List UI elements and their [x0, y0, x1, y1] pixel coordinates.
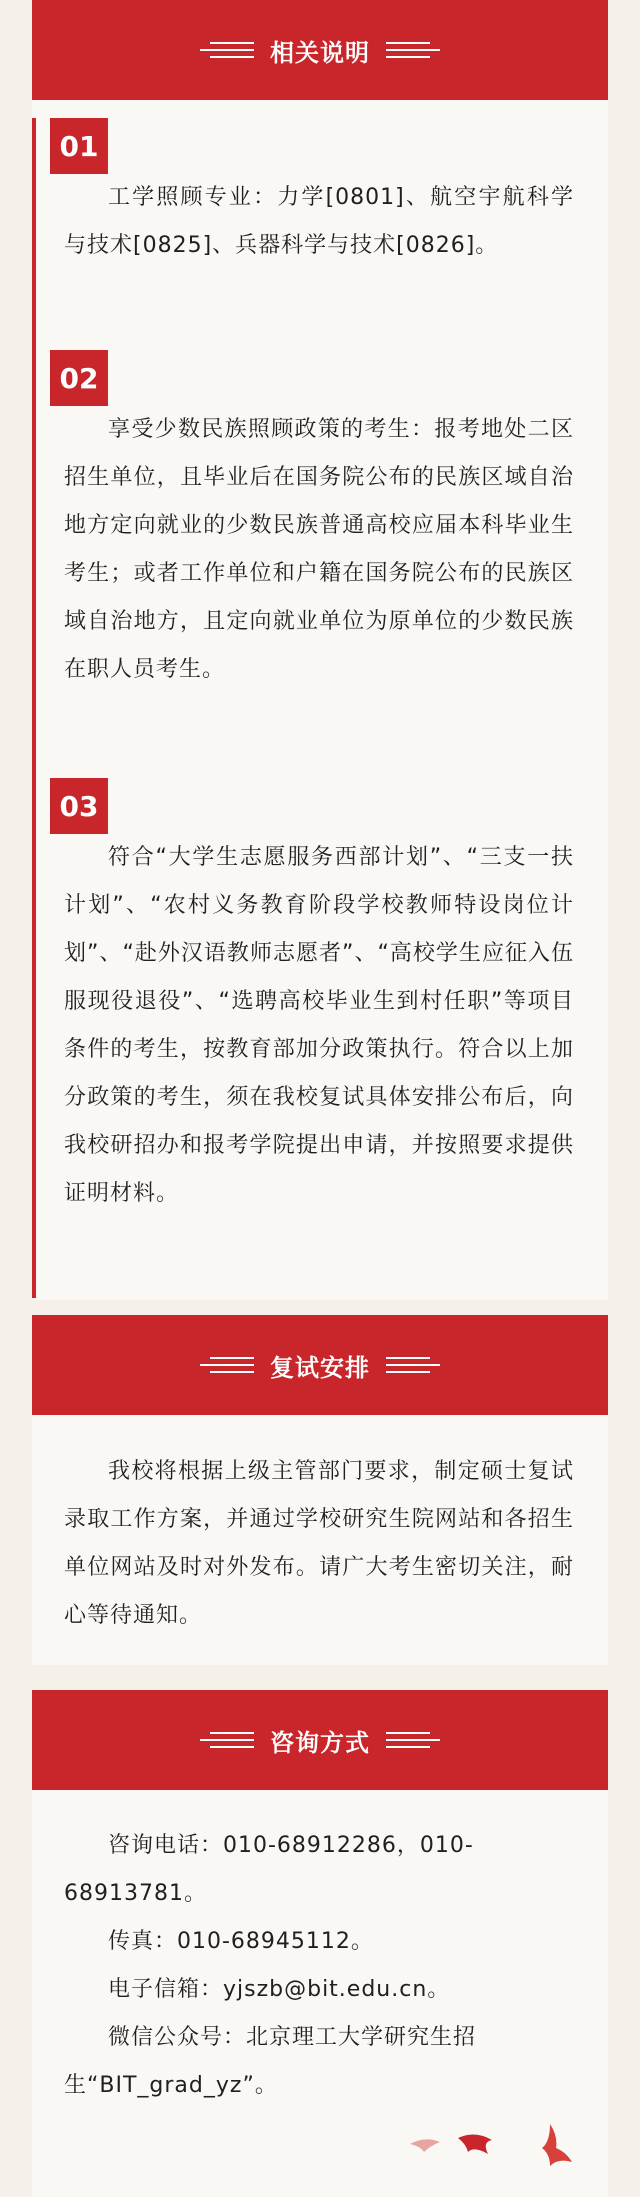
notes-accent-line	[32, 118, 36, 1298]
flying-birds-icon	[400, 2118, 590, 2174]
note-text: 享受少数民族照顾政策的考生：报考地处二区招生单位，且毕业后在国务院公布的民族区域自治地方定向就业的少数民族普通高校应届本科毕业生考生；或者工作单位和户籍在国务院公布的民族区域自治地方，且定向就业单位为原单位的少数民族在职人员考生。	[64, 417, 574, 682]
note-number-badge: 02	[50, 350, 108, 406]
section-banner-notes	[32, 0, 608, 100]
contact-wechat: 微信公众号：北京理工大学研究生招生“BIT_grad_yz”。	[64, 2025, 477, 2098]
note-number-badge: 03	[50, 778, 108, 834]
contact-info	[64, 1822, 574, 2110]
banner-lines-left	[200, 42, 254, 58]
section-banner-contact	[32, 1690, 608, 1790]
banner-lines-left	[200, 1732, 254, 1748]
contact-email: 电子信箱：yjszb@bit.edu.cn。	[108, 1977, 451, 2002]
contact-fax: 传真：010-68945112。	[108, 1929, 374, 1954]
banner-lines-right	[386, 1732, 440, 1748]
section-banner-retest	[32, 1315, 608, 1415]
retest-text: 我校将根据上级主管部门要求，制定硕士复试录取工作方案，并通过学校研究生院网站和各招生单位网站及时对外发布。请广大考生密切关注，耐心等待通知。	[64, 1459, 574, 1628]
section-title-notes: 相关说明	[270, 38, 370, 67]
note-text: 符合“大学生志愿服务西部计划”、“三支一扶计划”、“农村义务教育阶段学校教师特设岗位计划”、“赴外汉语教师志愿者”、“高校学生应征入伍服现役退役”、“选聘高校毕业生到村任职”等项目条件的考生，按教育部加分政策执行。符合以上加分政策的考生，须在我校复试具体安排公布后，向我校研招办和报考学院提出申请，并按照要求提供证明材料。	[64, 845, 574, 1206]
contact-phone: 咨询电话：010-68912286，010-68913781。	[64, 1833, 474, 1906]
banner-lines-right	[386, 1357, 440, 1373]
note-number-badge: 01	[50, 118, 108, 174]
section-title-retest: 复试安排	[270, 1353, 370, 1382]
banner-lines-left	[200, 1357, 254, 1373]
note-text: 工学照顾专业：力学[0801]、航空宇航科学与技术[0825]、兵器科学与技术[0826]。	[64, 185, 574, 258]
banner-lines-right	[386, 42, 440, 58]
section-title-contact: 咨询方式	[270, 1728, 370, 1757]
